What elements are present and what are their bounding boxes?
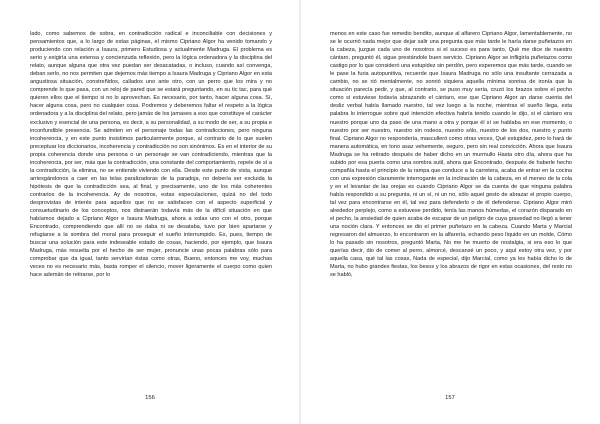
- body-text: menos en este caso fue remedio bendito, aunque al alfarero Cipriano Algor, lamentablemente, no se le ocurrió nada mejor que dejar salir una pregunta que más tarde le haría darse puñetazos en la cabeza, juzgue cada uno de nosotros si el suceso es para tanto, Qué me dice de nuestro cántaro, preguntó él, sigue prestándole buen servicio. Cipriano Algor se infligiría puñetazos como castigo por lo que consideró una estupidez sin perdón, pero esperemos que más tarde, cuando se le pase la furia autopunitiva, recuerde que Isaura Madruga no sólo una insultante cerrazada a cambio, no se rió mentalmente, no sonrió siquiera aquella mínima sonrisa de ironía que la situación parecía pedir, y que, al contrario, se puso muy seria, cruzó los brazos sobre el pecho como si estuviese todavía abrazando el cántaro, ese que Cipriano Algor an darse cuenta del desliz verbal había llamado nuestro, tal vez luego a la noche, mientras el sueño llega, esta palabra lo interrogue sobre qué intención efectiva habría tenido cuando le dijo, si el cántaro era nuestro porque uno da paso de una mano a otra y porque él sí se hablaba en ese momento, o nuestro por ser nuestro, nuestro sin rodeos, nuestro sólo, nuestro de los dos, nuestro y punto final. Cipriano Algor no respondería, masculleró como otras veces, Qué estupidez, pero lo hará de manera automática, en tono asaz vehemente, seguro, pero sin real convicción. Ahora que Isaura Madruga se ha retirado después de haber dicho en un murmullo Hasta otro día, ahora que ha subido por esa puerta como una sombra sutil, ahora que Encontrado, después de haberle hecho compañía hasta el principio de la rampa que conduce a la carretera, acaba de entrar en la cocina con una expresión claramente interrogante en la inclinación de la cabeza, en el meneo de la cola y en el levantar de las orejas es cuando Cipriano Algor se da cuenta de que ninguna palabra había respondido a su pregunta, ni un sí, ni un no, sólo aquel gesto de abrazar el propio cuerpo, tal vez para encontrarse en él, tal vez para defenderlo o de él defenderse. Cipriano Algor miró alrededor perplejo, como a estuvese perdido, tenía las manos húmedas, el corazón disparado en el pecho, la ansiedad de quien acaba de escapar de un peligro de cuya gravedad no llegó a tener una noción clara. Y entonces se dio el primer puñetazo en la cabeza. Cuando Marta y Marcial regresaron del almuerzo, lo encontraron en la alfarería, echando peso líquido en un molde, Cómo lo ha pasado sin nosotros, preguntó Marta, No me he muerto de nostalgia, si era eso lo que querías decir, dio de comer al perro, almorcé, descansé un poco, y aquí estoy otra vez, y por aquella casa, qué tal las cosas, Nada de especial, dijo Marcial, como ya les había dicho lo de Marta, no hubo grandes fiestas, los besos y los abrazos de rigor en estas ocasiones, del resto no se habló,: [330, 31, 572, 279]
- right-page: [300, 0, 600, 424]
- page-number: 156: [145, 395, 155, 401]
- body-text: lado, como sabemos de sobra, en contradicción radical e inconciliable con decisiones y pensamientos que, a lo largo de estas páginas, el mismo Cipriano Algor ha venido tomando y produciendo con relación a Isaura, primero Estudiosa y actualmente Madruga. El problema es serio y exigiría una extensa y concienzuda reflexión, pero la lógica ordenadora y la disciplina del relato, aunque alguna que otra vez puedan ser desacatadas, o incluso, cuando así convenga, deban serlo, no nos permiten que dejemos más tiempo a Isaura Madruga y Cipriano Algor en esta angustiosa situación, constreñidos, callados uno ante otro, con un perro que los mira y no comprende lo que pasa, con un reloj de pared que se estará preguntando, en su tic tac, para qué quieren ellos que el tiempo si no lo aprovechan. Es necesario, por tanto, hacer alguna cosa. Sí, hacer alguna cosa, pero no cualquier cosa. Podremos y deberemos faltar el respeto a la lógica ordenadora y a la disciplina del relato, pero jamás de los jamases a eso que constituye el carácter exclusivo y esencial de una persona, es decir, a su personalidad, a su modo de ser, a su propia e inconfundible presencia. Se admiten en el personaje todas las contradicciones, pero ninguna incoherencia, y en este punto insistimos particularmente porque, al contrario de lo que suelen preceptuar los diccionarios, incoherencia y contradicción no son sinónimos. Es en el interior de su propia coherencia donde una persona o un personaje se van contradiciendo, mientras que la incoherencia, por ser, más que la contradicción, una constante del comportamiento, repele de sí a la contradicción, la elimina, no se entiende viviendo con ella. Desde este punto de vista, aunque arriesgándonos a caer en las telas paralizadoras de la paradoja, no debería ser excluida la hipótesis de que la contradicción sea, al final, y precisamente, uno de los más coherentes contrarios de la incoherencia. Ay de nosotros, estas especulaciones, quizá no del todo desprovistas de interés para aquellos que no se satisfacen con el aspecto superficial y consuetudinario de los conceptos, nos distraerán todavía más de la difícil situación en que habíamos dejado a Cipriano Algor e Isaura Madruga, ahora a solas uno con el otro, porque Encontrado, comprendiendo que allí no se daba ni se desataba, tuvo por bien apartarse y refugiarse a la sombra del moral para proseguir el sueño interrumpido. Es, pues, tiempo de buscar una solución para este indeseable estado de cosas, haciendo, por ejemplo, que Isaura Madruga, más resuelta por el hecho de ser mujer, pronuncie unas pocas palabras sólo para comprobar que da igual, tanto servirían éstas como otras, Bueno, entonces me voy, muchas veces no es necesario más, basta romper el silencio, mover ligeramente el cuerpo como quien hace ademán de retirarse, por lo: [30, 31, 272, 279]
- page-number: 157: [445, 395, 455, 401]
